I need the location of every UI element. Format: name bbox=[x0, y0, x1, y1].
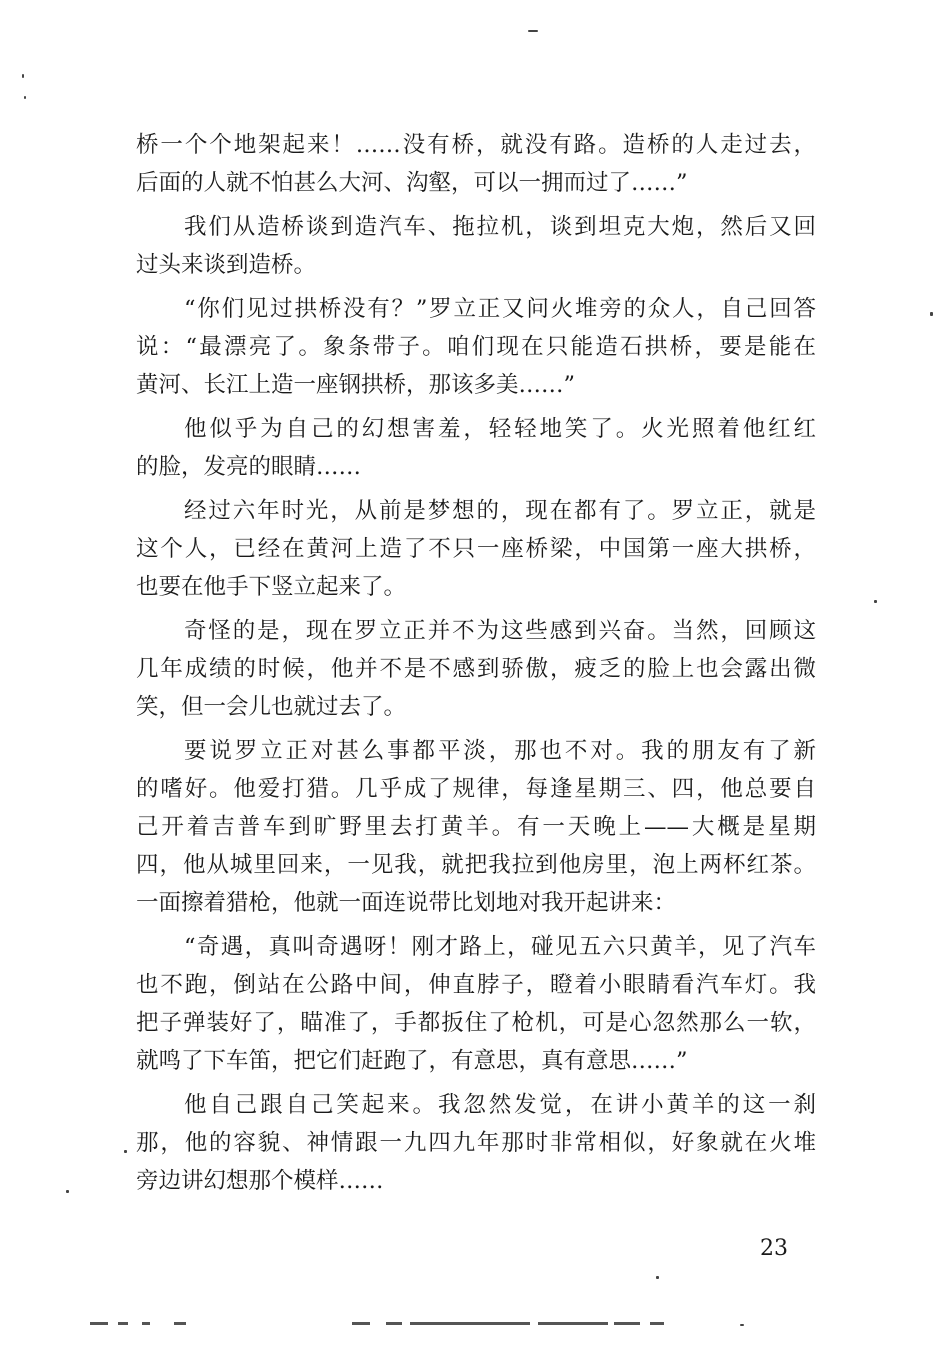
text-line: 己开着吉普车到旷野里去打黄羊。有一天晚上——大概是星期 bbox=[136, 814, 816, 840]
text-line: 后面的人就不怕甚么大河、沟壑，可以一拥而过了……” bbox=[136, 170, 688, 196]
text-line: 旁边讲幻想那个模样…… bbox=[136, 1168, 384, 1194]
text-line: “奇遇，真叫奇遇呀！刚才路上，碰见五六只黄羊，见了汽车 bbox=[184, 934, 816, 960]
text-line: 也不跑，倒站在公路中间，伸直脖子，瞪着小眼睛看汽车灯。我 bbox=[136, 972, 816, 998]
scan-speck bbox=[22, 74, 24, 78]
text-line: 笑，但一会儿也就过去了。 bbox=[136, 694, 407, 720]
text-line: 也要在他手下竖立起来了。 bbox=[136, 574, 407, 600]
text-line: 说：“最漂亮了。象条带子。咱们现在只能造石拱桥，要是能在 bbox=[136, 334, 816, 360]
scan-speck bbox=[24, 96, 26, 99]
text-line: 过头来谈到造桥。 bbox=[136, 252, 317, 278]
text-line: 他似乎为自己的幻想害羞，轻轻地笑了。火光照着他红红 bbox=[184, 416, 816, 442]
text-line: 几年成绩的时候，他并不是不感到骄傲，疲乏的脸上也会露出微 bbox=[136, 656, 816, 682]
text-line: 就鸣了下车笛，把它们赶跑了，有意思，真有意思……” bbox=[136, 1048, 688, 1074]
text-line: 要说罗立正对甚么事都平淡，那也不对。我的朋友有了新 bbox=[184, 738, 816, 764]
text-line: “你们见过拱桥没有？”罗立正又问火堆旁的众人，自己回答 bbox=[184, 296, 816, 322]
scan-speck bbox=[528, 30, 538, 32]
text-line: 我们从造桥谈到造汽车、拖拉机，谈到坦克大炮，然后又回 bbox=[184, 214, 816, 240]
text-line: 的脸，发亮的眼睛…… bbox=[136, 454, 362, 480]
body-text bbox=[136, 126, 816, 1200]
scan-speck bbox=[930, 312, 933, 316]
scan-bottom-edge bbox=[90, 1322, 790, 1330]
text-line: 这个人，已经在黄河上造了不只一座桥梁，中国第一座大拱桥， bbox=[136, 536, 816, 562]
text-line: 经过六年时光，从前是梦想的，现在都有了。罗立正，就是 bbox=[184, 498, 816, 524]
text-line: 把子弹装好了，瞄准了，手都扳住了枪机，可是心忽然那么一软， bbox=[136, 1010, 816, 1036]
text-line: 他自己跟自己笑起来。我忽然发觉，在讲小黄羊的这一刹 bbox=[184, 1092, 816, 1118]
scan-speck bbox=[66, 1190, 69, 1193]
text-line: 四，他从城里回来，一见我，就把我拉到他房里，泡上两杯红茶。 bbox=[136, 852, 816, 878]
text-line: 奇怪的是，现在罗立正并不为这些感到兴奋。当然，回顾这 bbox=[184, 618, 816, 644]
text-line: 一面擦着猎枪，他就一面连说带比划地对我开起讲来： bbox=[136, 890, 677, 916]
text-line: 那，他的容貌、神情跟一九四九年那时非常相似，好象就在火堆 bbox=[136, 1130, 816, 1156]
page-number: 23 bbox=[760, 1236, 788, 1261]
scan-speck bbox=[874, 600, 877, 603]
scan-speck bbox=[124, 1150, 127, 1153]
text-line: 黄河、长江上造一座钢拱桥，那该多美……” bbox=[136, 372, 576, 398]
text-line: 桥一个个地架起来！……没有桥，就没有路。造桥的人走过去， bbox=[136, 132, 816, 158]
scan-speck bbox=[656, 1276, 659, 1279]
text-line: 的嗜好。他爱打猎。几乎成了规律，每逢星期三、四，他总要自 bbox=[136, 776, 816, 802]
